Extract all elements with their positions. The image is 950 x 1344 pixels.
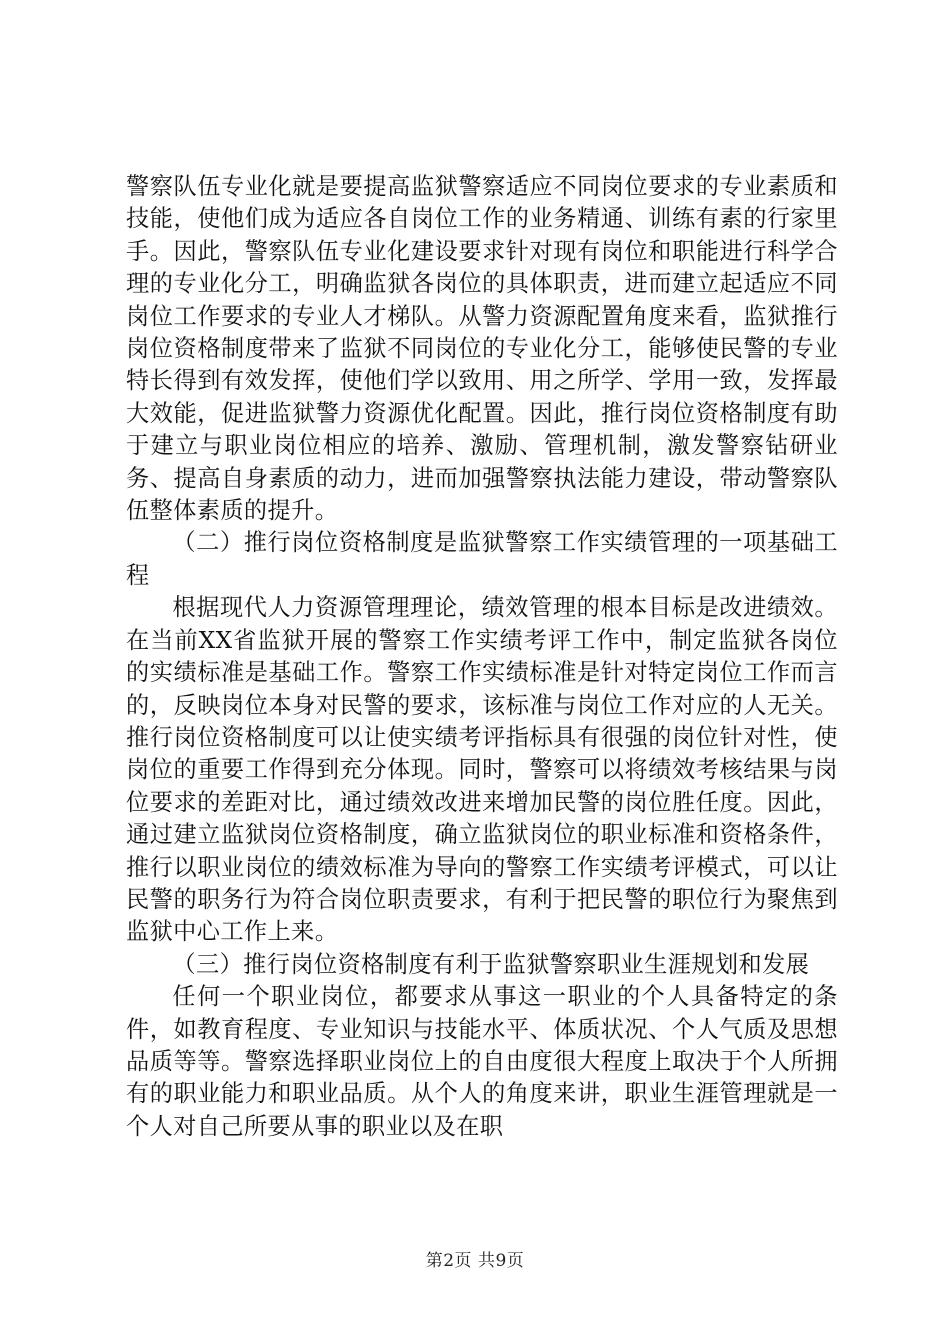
section-heading-two: （二）推行岗位资格制度是监狱警察工作实绩管理的一项基础工程 (126, 529, 838, 589)
paragraph-performance: 根据现代人力资源管理理论，绩效管理的根本目标是改进绩效。在当前XX省监狱开展的警察工作实绩考评工作中，制定监狱各岗位的实绩标准是基础工作。警察工作实绩标准是针对特定岗位工作而言的，反映岗位本身对民警的要求，该标准与岗位工作对应的人无关。推行岗位资格制度可以让使实绩考评指标具有很强的岗位针对性，使岗位的重要工作得到充分体现。同时，警察可以将绩效考核结果与岗位要求的差距对比，通过绩效改进来增加民警的岗位胜任度。因此，通过建立监狱岗位资格制度，确立监狱岗位的职业标准和资格条件，推行以职业岗位的绩效标准为导向的警察工作实绩考评模式，可以让民警的职务行为符合岗位职责要求，有利于把民警的职位行为聚焦到监狱中心工作上来。 (126, 594, 838, 946)
page-footer: 第2页 共9页 (425, 1251, 525, 1271)
paragraph-continuation: 警察队伍专业化就是要提高监狱警察适应不同岗位要求的专业素质和技能，使他们成为适应各自岗位工作的业务精通、训练有素的行家里手。因此，警察队伍专业化建设要求针对现有岗位和职能进行科学合理的专业化分工，明确监狱各岗位的具体职责，进而建立起适应不同岗位工作要求的专业人才梯队。从警力资源配置角度来看，监狱推行岗位资格制度带来了监狱不同岗位的专业化分工，能够使民警的专业特长得到有效发挥，使他们学以致用、用之所学、学用一致，发挥最大效能，促进监狱警力资源优化配置。因此，推行岗位资格制度有助于建立与职业岗位相应的培养、激励、管理机制，激发警察钻研业务、提高自身素质的动力，进而加强警察执法能力建设，带动警察队伍整体素质的提升。 (126, 173, 838, 525)
paragraph-career: 任何一个职业岗位，都要求从事这一职业的个人具备特定的条件，如教育程度、专业知识与技能水平、体质状况、个人气质及思想品质等等。警察选择职业岗位上的自由度很大程度上取决于个人所拥有的职业能力和职业品质。从个人的角度来讲，职业生涯管理就是一个人对自己所要从事的职业以及在职 (126, 983, 838, 1140)
section-heading-three: （三）推行岗位资格制度有利于监狱警察职业生涯规划和发展 (172, 950, 810, 978)
body-text (126, 171, 838, 1143)
